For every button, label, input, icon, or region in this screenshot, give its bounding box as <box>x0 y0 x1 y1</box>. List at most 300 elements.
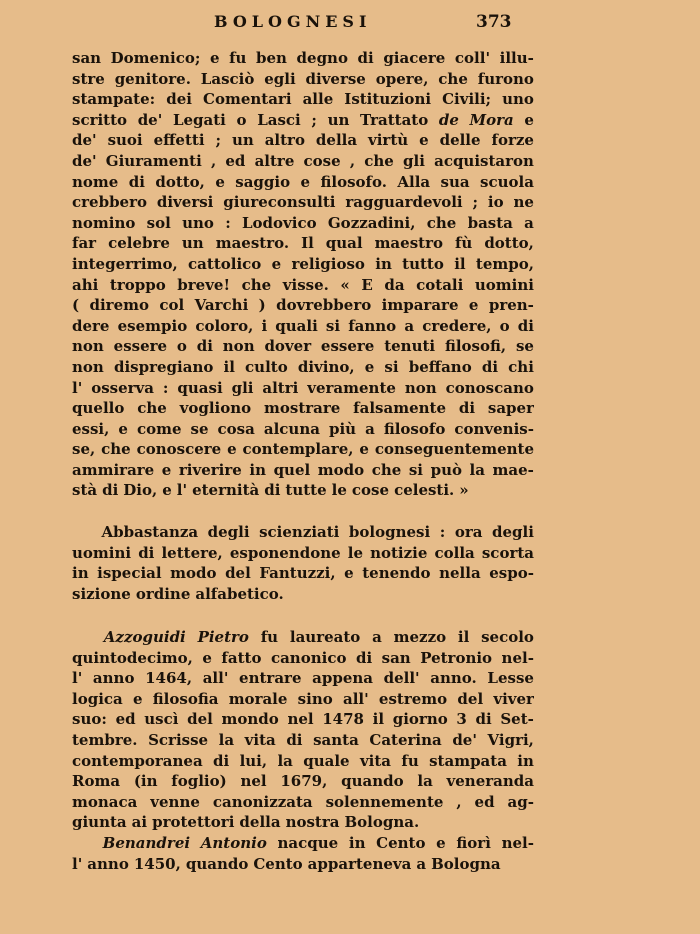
word: ammirare <box>72 460 155 479</box>
word: ed <box>115 710 136 729</box>
word: conoscano <box>445 378 534 397</box>
word: di <box>458 399 476 418</box>
word: coll' <box>454 49 491 67</box>
word: cose <box>351 481 390 500</box>
word: , <box>456 792 462 811</box>
word: san <box>381 648 411 667</box>
word: essi, <box>72 419 110 438</box>
text-line <box>72 275 534 296</box>
word: e <box>132 689 143 708</box>
word: nel- <box>501 648 534 667</box>
word: dover <box>264 337 312 356</box>
text-line <box>72 378 534 399</box>
text-line <box>72 730 534 751</box>
word: stà <box>72 481 98 500</box>
word: quintodecimo, <box>72 648 193 667</box>
word: di <box>517 316 534 335</box>
text-line <box>72 648 534 669</box>
word: quando <box>341 772 404 791</box>
word: quasi <box>177 378 223 397</box>
word: Pietro <box>197 628 249 646</box>
word: Il <box>301 234 314 253</box>
word: nome <box>72 172 119 191</box>
word: del <box>457 689 484 708</box>
word: Alla <box>397 172 431 191</box>
word: a <box>416 854 427 873</box>
word: giacere <box>383 49 446 67</box>
word: opere, <box>375 69 429 88</box>
word: monaca <box>72 792 138 811</box>
word: Lasciò <box>200 69 255 88</box>
word: illu- <box>499 49 534 67</box>
word: nel- <box>501 834 534 852</box>
word: o <box>499 316 510 335</box>
word: tutte <box>285 481 327 500</box>
word: pren- <box>488 296 534 315</box>
word: forze <box>491 131 534 150</box>
word: estremo <box>378 689 448 708</box>
text-line <box>72 89 534 110</box>
word: di <box>102 481 119 500</box>
word: ; <box>472 193 479 212</box>
word: essere <box>320 337 375 356</box>
text-line <box>72 543 534 564</box>
word: appena <box>312 669 373 688</box>
word: il <box>454 254 466 273</box>
word: veneranda <box>446 772 534 791</box>
text-line <box>72 295 534 316</box>
word: la <box>277 751 293 770</box>
word: filosofi, <box>444 337 507 356</box>
word: l' <box>72 854 83 873</box>
word: vogliono <box>179 399 252 418</box>
word: Abbastanza <box>101 523 199 541</box>
word: cose <box>303 151 341 170</box>
word: si <box>325 316 341 335</box>
word: Antonio <box>200 834 267 852</box>
word: non <box>222 337 255 356</box>
word: integerrimo, <box>72 254 178 273</box>
word: di <box>355 648 373 667</box>
word: riverire <box>178 460 242 479</box>
text-line <box>72 689 534 710</box>
word: protettori <box>152 813 235 832</box>
word: 1679, <box>280 772 328 791</box>
word: Lodovico <box>242 213 317 232</box>
word: ; <box>311 110 317 129</box>
word: alfabetico. <box>195 584 284 603</box>
word: o <box>236 110 247 129</box>
word: essere <box>113 337 168 356</box>
paragraph <box>72 627 534 833</box>
word: Dio, <box>123 481 158 500</box>
word: filosofia <box>152 689 219 708</box>
text-line <box>72 357 534 378</box>
word: de <box>438 110 459 129</box>
text-line <box>72 771 534 792</box>
text-line <box>72 419 534 440</box>
text-line <box>72 69 534 90</box>
word: giureconsulti <box>223 193 336 212</box>
word: ragguardevoli <box>345 193 463 212</box>
word: più <box>328 419 357 438</box>
word: secolo <box>481 628 534 646</box>
word: degno <box>296 49 348 67</box>
word: uscì <box>144 710 179 729</box>
word: » <box>459 481 469 500</box>
word: dell' <box>383 669 420 688</box>
word: che <box>137 399 167 418</box>
word: tutto <box>402 254 444 273</box>
word: 1464, <box>145 669 193 688</box>
word: l' <box>72 378 83 397</box>
word: delle <box>439 131 481 150</box>
word: troppo <box>109 275 166 294</box>
word: stampate: <box>72 90 156 109</box>
text-line <box>72 316 534 337</box>
text-line <box>72 627 534 648</box>
word: stampata <box>429 751 507 770</box>
word: beffano <box>408 357 472 376</box>
word: nella <box>439 564 481 583</box>
word: conoscere <box>136 440 222 459</box>
word: canonizzata <box>212 792 313 811</box>
word: ) <box>258 296 266 315</box>
word: della <box>239 813 281 832</box>
text-line <box>72 563 534 584</box>
word: di <box>213 751 230 770</box>
word: saggio <box>235 172 291 191</box>
word: Roma <box>72 772 121 791</box>
word: venne <box>150 792 200 811</box>
word: di <box>481 357 499 376</box>
word: breve! <box>177 275 231 294</box>
word: fanno <box>348 316 397 335</box>
word: può <box>430 460 462 479</box>
word: Comentari <box>203 90 292 109</box>
word: anno. <box>430 669 477 688</box>
word: canonico <box>270 648 347 667</box>
word: gli <box>231 378 254 397</box>
word: Azzoguidi <box>103 628 186 646</box>
word: in <box>517 751 534 770</box>
word: uomini <box>474 275 534 294</box>
word: vita <box>244 730 276 749</box>
page-number: 373 <box>476 12 512 32</box>
word: religioso <box>291 254 365 273</box>
word: filosofo. <box>320 172 387 191</box>
word: « <box>340 275 350 294</box>
word: contemplare, <box>242 440 354 459</box>
word: si <box>384 357 399 376</box>
word: giunta <box>72 813 127 832</box>
word: de' <box>137 110 163 129</box>
word: che <box>426 213 457 232</box>
word: e <box>209 49 220 67</box>
word: e <box>271 254 282 273</box>
word: divino, <box>297 357 355 376</box>
text-line <box>72 130 534 151</box>
word: : <box>162 378 169 397</box>
text-line <box>72 812 534 833</box>
text-line <box>72 110 534 131</box>
word: fù <box>454 234 473 253</box>
word: vita <box>359 751 392 770</box>
word: far <box>72 234 97 253</box>
word: il <box>223 357 235 376</box>
word: laureato <box>289 628 361 646</box>
word: a <box>365 419 375 438</box>
word: e <box>161 460 172 479</box>
word: da <box>384 275 405 294</box>
word: solennemente <box>325 792 444 811</box>
text-line <box>72 172 534 193</box>
word: espo- <box>489 564 534 583</box>
word: sino <box>297 689 333 708</box>
word: di <box>357 49 374 67</box>
word: filosofo <box>383 419 446 438</box>
word: non <box>404 378 437 397</box>
word: virtù <box>368 131 409 150</box>
word: ai <box>131 813 148 832</box>
word: che <box>101 440 131 459</box>
word: o <box>176 337 187 356</box>
word: e <box>202 648 212 667</box>
word: se <box>515 337 534 356</box>
word: nacque <box>277 834 339 852</box>
word: de' <box>72 131 97 150</box>
word: le <box>331 481 347 500</box>
word: bolognesi <box>348 523 431 541</box>
word: altri <box>262 378 299 397</box>
word: fatto <box>221 648 262 667</box>
word: , <box>210 151 217 170</box>
word: 3 <box>456 710 467 729</box>
word: acquistaron <box>434 151 534 170</box>
word: e <box>227 440 237 459</box>
word: degli <box>491 523 534 541</box>
word: ben <box>256 49 287 67</box>
word: dispregiano <box>113 357 214 376</box>
word: 1478 <box>322 710 364 729</box>
word: Trattato <box>360 110 429 129</box>
word: colla <box>434 543 475 562</box>
text-line <box>72 213 534 234</box>
paragraph-indent <box>72 833 92 854</box>
word: che <box>438 69 468 88</box>
word: la <box>469 460 485 479</box>
word: ne <box>513 193 534 212</box>
word: mezzo <box>393 628 447 646</box>
word: a <box>404 316 415 335</box>
word: effetti <box>153 131 205 150</box>
word: sizione <box>72 584 131 603</box>
text-line <box>72 192 534 213</box>
word: dere <box>72 316 110 335</box>
text-line <box>72 460 534 481</box>
word: falsamente <box>353 399 446 418</box>
word: morale <box>228 689 288 708</box>
word: scienziati <box>259 523 340 541</box>
word: del <box>225 564 251 583</box>
word: uomini <box>72 543 132 562</box>
word: e <box>468 296 479 315</box>
word: anno <box>87 854 129 873</box>
word: esempio <box>117 316 188 335</box>
word: tenendo <box>362 564 431 583</box>
word: in <box>249 460 266 479</box>
word: dovrebbero <box>276 296 372 315</box>
word: dotto, <box>155 172 205 191</box>
running-head-title: BOLOGNESI <box>214 12 372 31</box>
word: il <box>457 628 470 646</box>
word: mostrare <box>264 399 341 418</box>
word: tembre. <box>72 730 138 749</box>
word: quale <box>303 751 350 770</box>
word: san <box>72 49 102 67</box>
word: il <box>372 710 385 729</box>
word: contemporanea <box>72 751 203 770</box>
word: e <box>419 131 429 150</box>
word: santa <box>313 730 359 749</box>
word: di <box>128 172 145 191</box>
word: uno <box>182 213 214 232</box>
word: suo: <box>72 710 107 729</box>
word: conseguentemente <box>374 440 534 459</box>
word: tempo, <box>475 254 534 273</box>
word: nomino <box>72 213 136 232</box>
word: ordine <box>135 584 191 603</box>
word: genitore. <box>114 69 191 88</box>
word: lettere, <box>161 543 223 562</box>
word: notizie <box>370 543 428 562</box>
word: Varchi <box>194 296 249 315</box>
word: Fantuzzi, <box>259 564 336 583</box>
word: (in <box>133 772 158 791</box>
word: e <box>436 834 446 852</box>
word: culto <box>245 357 288 376</box>
word: celesti. <box>394 481 455 500</box>
word: la <box>218 730 235 749</box>
word: se <box>190 419 209 438</box>
word: della <box>315 131 358 150</box>
word: e <box>364 357 375 376</box>
word: di <box>196 337 213 356</box>
word: e <box>359 440 369 459</box>
word: ispecial <box>97 564 162 583</box>
word: un <box>327 110 350 129</box>
text-line <box>72 439 534 460</box>
text-line <box>72 792 534 813</box>
word: logica <box>72 689 123 708</box>
word: che <box>364 151 394 170</box>
word: de' <box>72 151 97 170</box>
word: visse. <box>282 275 329 294</box>
word: Lasci <box>257 110 301 129</box>
word: gli <box>403 151 425 170</box>
word: e <box>215 172 225 191</box>
word: convenis- <box>454 419 534 438</box>
word: e <box>524 110 534 129</box>
word: diversi <box>156 193 214 212</box>
word: Mora <box>469 110 514 129</box>
word: egli <box>264 69 296 88</box>
word: le <box>347 543 363 562</box>
paragraph-indent <box>72 522 92 543</box>
word: ora <box>454 523 483 541</box>
word: col <box>159 296 185 315</box>
word: ( <box>72 296 80 315</box>
word: che <box>371 460 402 479</box>
word: qual <box>325 234 363 253</box>
word: de' <box>452 730 477 749</box>
word: 1450, <box>133 854 181 873</box>
paragraph <box>72 48 534 501</box>
word: eternità <box>192 481 260 500</box>
word: veramente <box>307 378 396 397</box>
paragraph <box>72 522 534 604</box>
word: cattolico <box>188 254 262 273</box>
word: Cento <box>253 854 303 873</box>
word: celebre <box>108 234 170 253</box>
word: l' <box>176 481 188 500</box>
word: ; <box>215 131 222 150</box>
running-head <box>0 12 700 36</box>
word: fu <box>260 628 279 646</box>
word: nostra <box>285 813 340 832</box>
word: i <box>261 316 268 335</box>
word: Legati <box>172 110 226 129</box>
word: e <box>162 481 172 500</box>
word: di <box>264 481 281 500</box>
paragraph <box>72 833 534 874</box>
word: nel <box>287 710 314 729</box>
word: esponendone <box>229 543 341 562</box>
word: saper <box>487 399 534 418</box>
word: degli <box>207 523 250 541</box>
word: un <box>181 234 204 253</box>
word: quando <box>185 854 249 873</box>
word: ag- <box>507 792 534 811</box>
word: altro <box>264 131 305 150</box>
word: Benandrei <box>102 834 191 852</box>
word: : <box>225 213 231 232</box>
word: Vigri, <box>487 730 534 749</box>
word: mae- <box>492 460 534 479</box>
word: uno <box>502 90 534 109</box>
word: in <box>72 564 89 583</box>
text-line <box>72 751 534 772</box>
word: giorno <box>392 710 448 729</box>
word: maestro. <box>215 234 290 253</box>
text-line <box>72 151 534 172</box>
word: entrare <box>239 669 302 688</box>
word: Caterina <box>369 730 442 749</box>
word: non <box>72 337 104 356</box>
word: anno <box>92 669 135 688</box>
word: maestro <box>374 234 443 253</box>
word: diremo <box>89 296 150 315</box>
word: basta <box>467 213 513 232</box>
word: a <box>524 213 534 232</box>
text-line <box>72 254 534 275</box>
word: nel <box>240 772 267 791</box>
word: sua <box>440 172 470 191</box>
word: in <box>375 254 392 273</box>
word: di <box>475 710 492 729</box>
word: tenuti <box>384 337 436 356</box>
word: Cento <box>376 834 426 852</box>
